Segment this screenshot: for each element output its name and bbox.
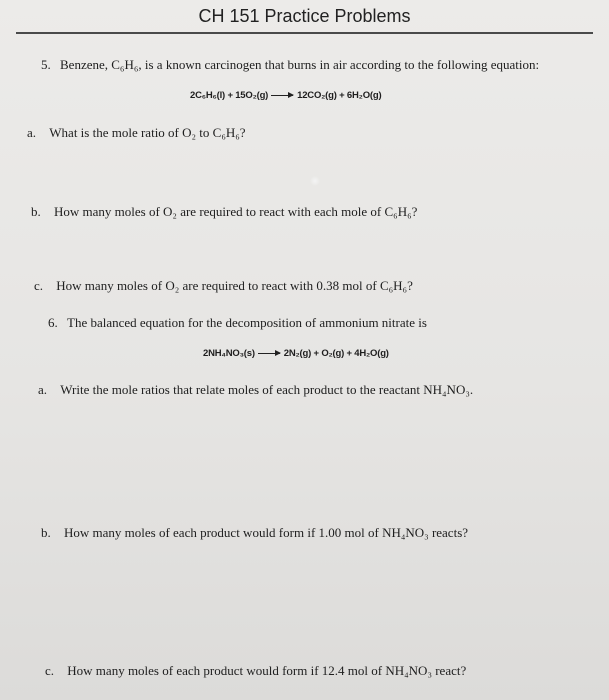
question-6b-text: How many moles of each product would form if 1.00 mol of NH₄NO₃ reacts? xyxy=(64,525,469,540)
paper-smudge xyxy=(310,176,320,186)
title-divider xyxy=(16,32,593,34)
question-6a-text: Write the mole ratios that relate moles of each product to the reactant NH₄NO₃. xyxy=(60,382,474,397)
question-5b xyxy=(31,204,417,220)
question-5b-text: How many moles of O₂ are required to react with each mole of C₆H₆? xyxy=(54,204,418,219)
question-5c-letter: c. xyxy=(34,278,44,293)
question-6a xyxy=(38,382,473,398)
problem-6-text: The balanced equation for the decomposition of ammonium nitrate is xyxy=(67,315,427,330)
question-5b-letter: b. xyxy=(31,204,41,219)
problem-5-number: 5. xyxy=(41,57,51,72)
equation-6-products: 2N₂(g) + O₂(g) + 4H₂O(g) xyxy=(283,348,389,359)
question-5c xyxy=(34,278,413,294)
question-6c xyxy=(45,663,466,679)
page-title: CH 151 Practice Problems xyxy=(198,6,411,26)
equation-5-reactants: 2C₆H₆(l) + 15O₂(g) xyxy=(190,90,269,101)
problem-6-number: 6. xyxy=(48,315,58,330)
problem-5 xyxy=(41,57,539,73)
benzene-combustion-equation xyxy=(190,90,381,101)
question-5a-text: What is the mole ratio of O₂ to C₆H₆? xyxy=(49,125,246,140)
reaction-arrow-icon xyxy=(271,95,293,96)
question-6c-text: How many moles of each product would form if 12.4 mol of NH₄NO₃ react? xyxy=(67,663,467,678)
equation-5-products: 12CO₂(g) + 6H₂O(g) xyxy=(297,90,382,101)
problem-5-text: Benzene, C₆H₆, is a known carcinogen that burns in air according to the following equation: xyxy=(60,57,540,72)
question-6b-letter: b. xyxy=(41,525,51,540)
question-6c-letter: c. xyxy=(45,663,55,678)
question-5a-letter: a. xyxy=(27,125,37,140)
equation-6-reactants: 2NH₄NO₃(s) xyxy=(203,348,255,359)
question-6b xyxy=(41,525,468,541)
question-6a-letter: a. xyxy=(38,382,48,397)
question-5c-text: How many moles of O₂ are required to react with 0.38 mol of C₆H₆? xyxy=(56,278,413,293)
problem-6 xyxy=(48,315,427,331)
reaction-arrow-icon xyxy=(258,353,280,354)
question-5a xyxy=(27,125,246,141)
ammonium-nitrate-equation xyxy=(203,348,389,359)
